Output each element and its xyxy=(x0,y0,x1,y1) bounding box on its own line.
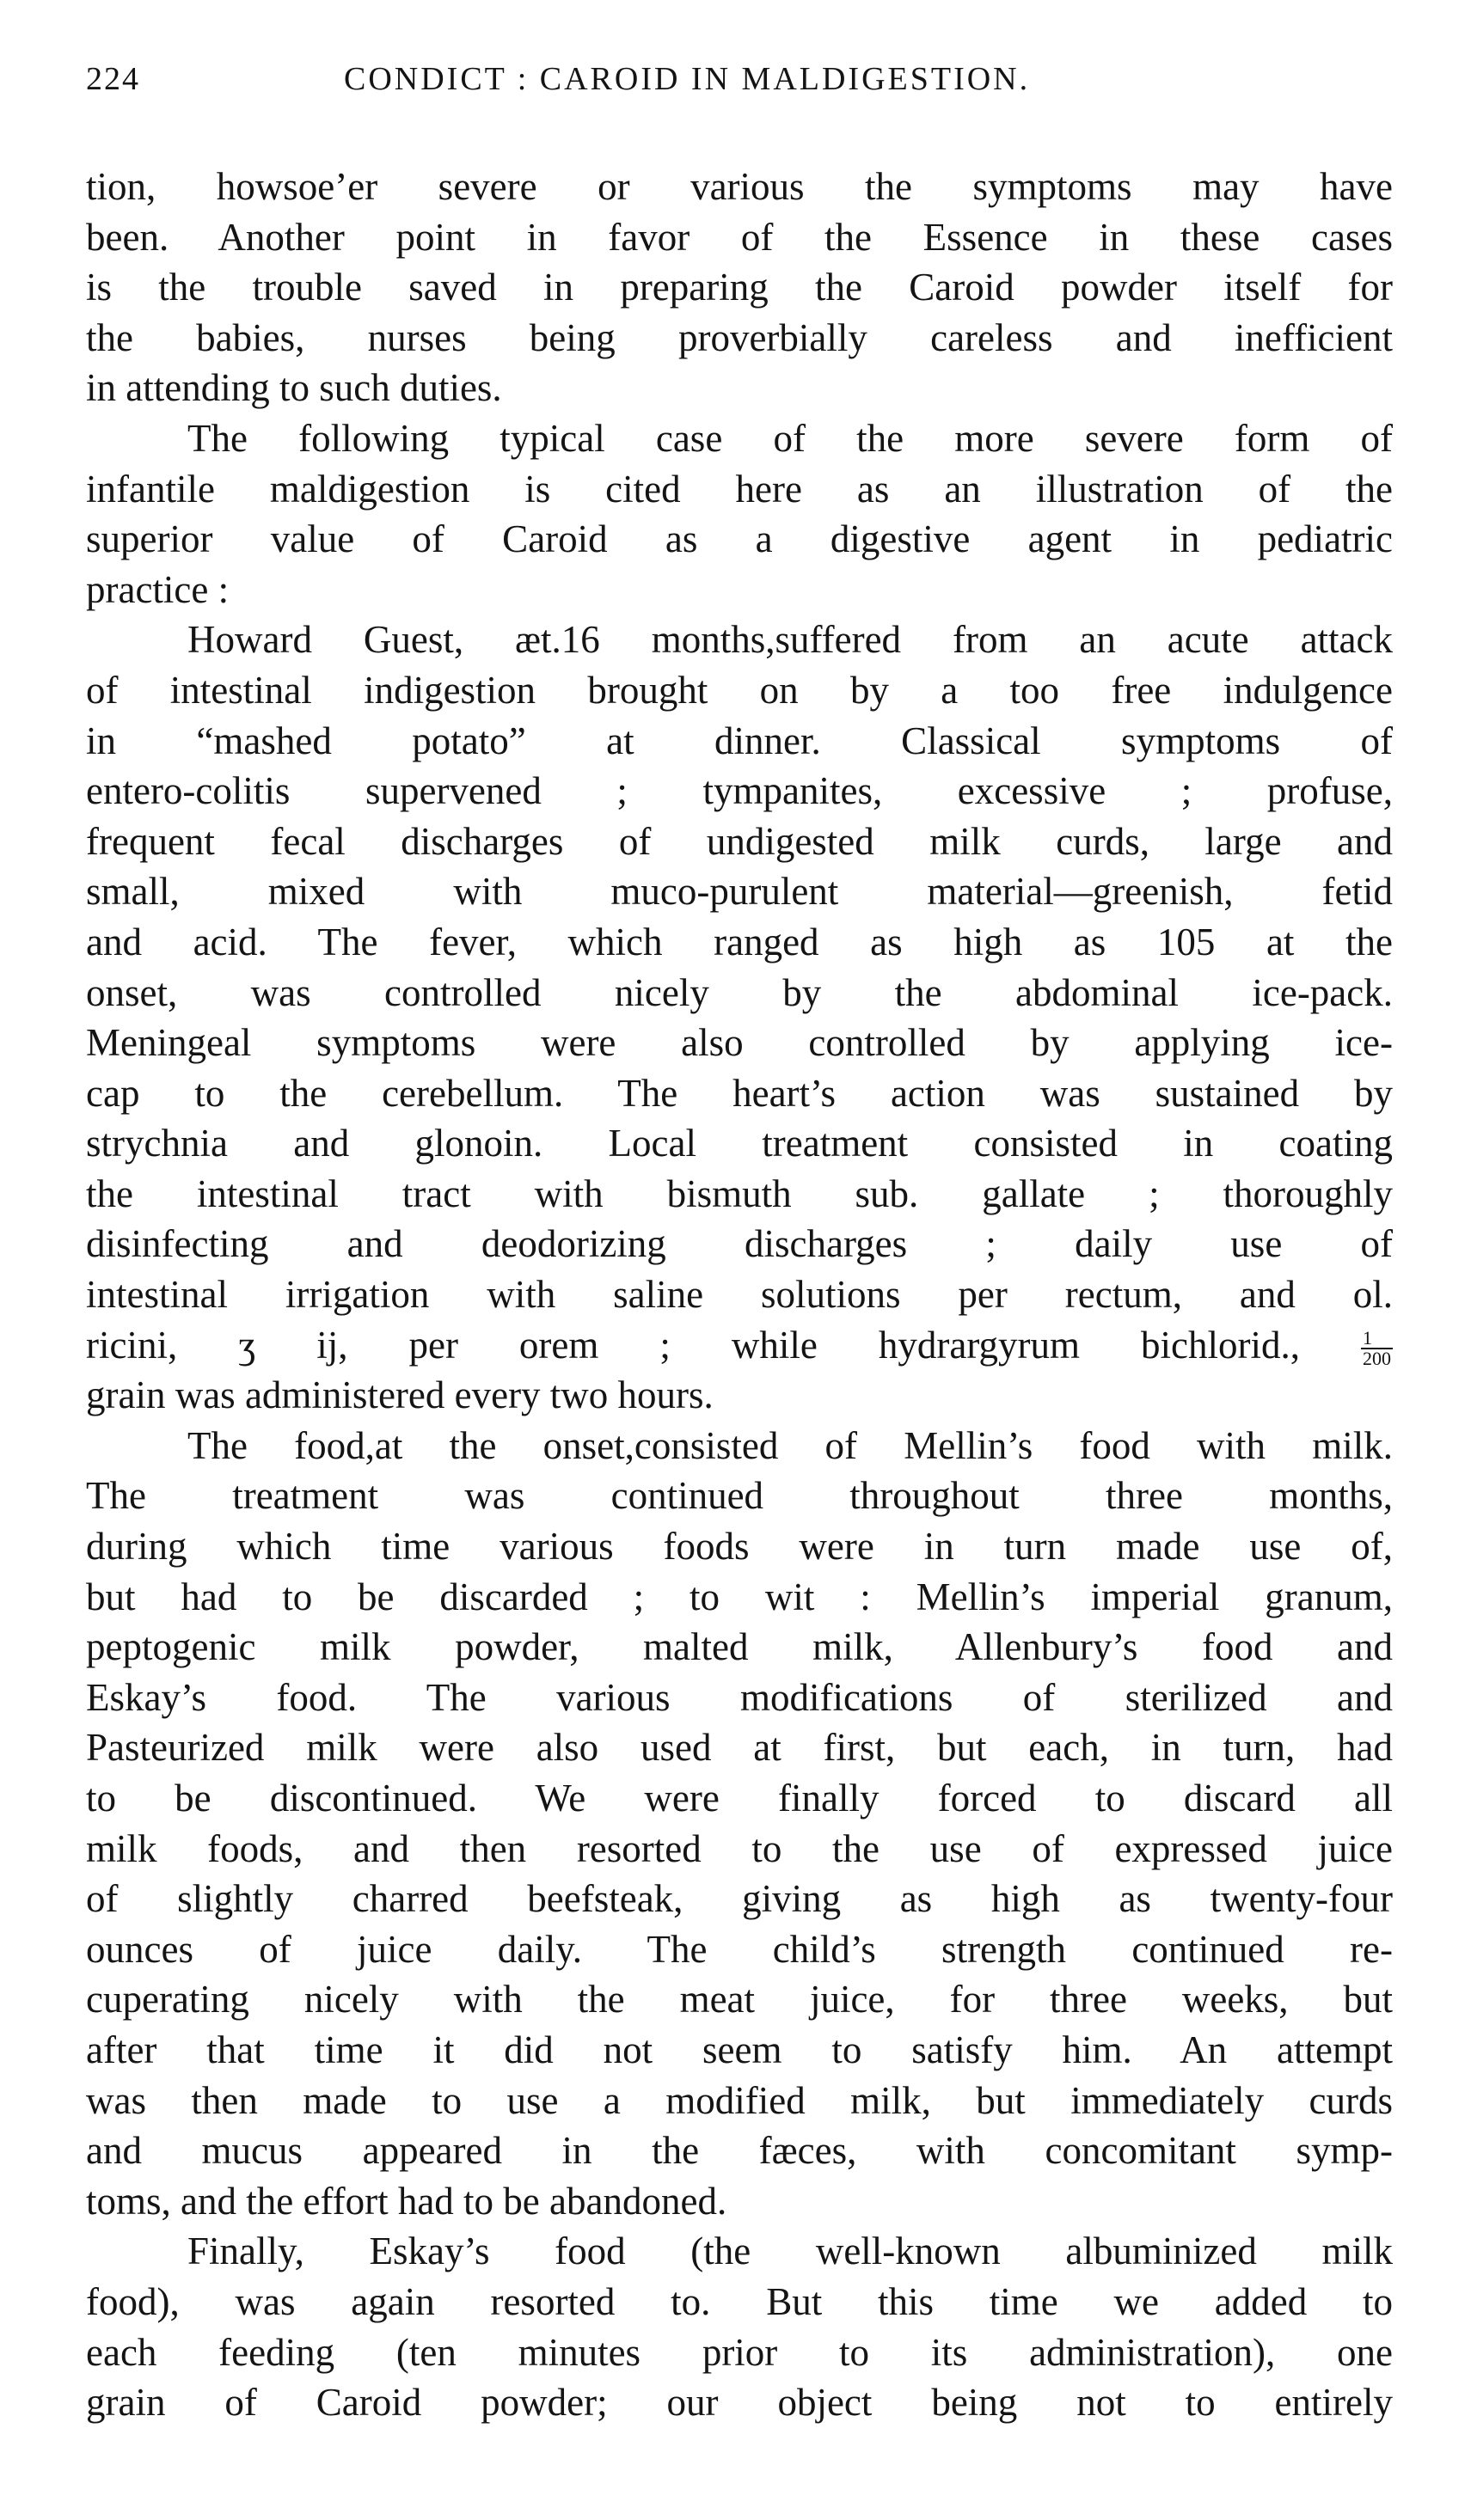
text-line: intestinal irrigation with saline solutions per rectum, and ol. xyxy=(86,1273,1393,1317)
text-line: cap to the cerebellum. The heart’s action was sustained by xyxy=(86,1071,1393,1115)
text-line: grain was administered every two hours. xyxy=(86,1373,714,1417)
text-line: was then made to use a modified milk, but immediately curds xyxy=(86,2078,1393,2122)
text-line: practice : xyxy=(86,567,230,611)
text-line: in “mashed potato” at dinner. Classical symptoms of xyxy=(86,719,1393,762)
text-line: after that time it did not seem to satisfy him. An attempt xyxy=(86,2028,1393,2071)
running-head xyxy=(86,60,1393,112)
text-line: The food,at the onset,consisted of Mellin’s food with milk. xyxy=(187,1423,1393,1467)
text-line: been. Another point in favor of the Essence in these cases xyxy=(86,215,1393,259)
text-line: Howard Guest, æt.16 months,suffered from an acute attack xyxy=(187,618,1393,662)
text-line: small, mixed with muco-purulent material—greenish, fetid xyxy=(86,870,1393,914)
text-line: ounces of juice daily. The child’s strength continued re- xyxy=(86,1927,1393,1971)
text-line: grain of Caroid powder; our object being not to entirely xyxy=(86,2381,1393,2425)
text-line: in attending to such duties. xyxy=(86,366,502,410)
text-line: tion, howsoe’er severe or various the symptoms may have xyxy=(86,165,1393,208)
text-line: of intestinal indigestion brought on by a too free indulgence xyxy=(86,668,1393,712)
text-line: The treatment was continued throughout three months, xyxy=(86,1474,1393,1518)
text-line: to be discontinued. We were finally forced to discard all xyxy=(86,1777,1393,1820)
text-line: toms, and the effort had to be abandoned. xyxy=(86,2179,727,2223)
fraction-denominator: 200 xyxy=(1363,1347,1391,1369)
text-line: Finally, Eskay’s food (the well-known albuminized milk xyxy=(187,2229,1393,2273)
text-line: superior value of Caroid as a digestive agent in pediatric xyxy=(86,517,1393,561)
text-line: the babies, nurses being proverbially careless and inefficient xyxy=(86,315,1393,359)
text-line: milk foods, and then resorted to the use of expressed juice xyxy=(86,1826,1393,1870)
text-line: peptogenic milk powder, malted milk, Allenbury’s food and xyxy=(86,1625,1393,1669)
text-line: food), was again resorted to. But this time we added to xyxy=(86,2279,1393,2323)
text-line: frequent fecal discharges of undigested milk curds, large and xyxy=(86,819,1393,863)
text-line: The following typical case of the more severe form of xyxy=(187,416,1393,460)
text-line: each feeding (ten minutes prior to its administration), one xyxy=(86,2330,1393,2374)
text-line: Pasteurized milk were also used at first, but each, in turn, had xyxy=(86,1726,1393,1770)
text-line-part: ricini, ʒ ij, per orem ; while hydrargyrum bichlorid., xyxy=(86,1323,1300,1367)
running-title: CONDICT : CAROID IN MALDIGESTION. xyxy=(344,61,1031,97)
text-line: strychnia and glonoin. Local treatment consisted in coating xyxy=(86,1122,1393,1165)
text-line: disinfecting and deodorizing discharges ; daily use of xyxy=(86,1222,1393,1266)
text-line: onset, was controlled nicely by the abdominal ice-pack. xyxy=(86,970,1393,1014)
text-line: and acid. The fever, which ranged as high as 105 at the xyxy=(86,920,1393,963)
text-line: is the trouble saved in preparing the Caroid powder itself for xyxy=(86,266,1393,309)
text-line: entero-colitis supervened ; tympanites, excessive ; profuse, xyxy=(86,769,1393,813)
fraction xyxy=(1361,1326,1393,1369)
text-line: and mucus appeared in the fæces, with concomitant symp- xyxy=(86,2129,1393,2173)
text-line: but had to be discarded ; to wit : Mellin’s imperial granum, xyxy=(86,1575,1393,1618)
page-number: 224 xyxy=(86,61,140,97)
text-line: infantile maldigestion is cited here as an illustration of the xyxy=(86,467,1393,511)
text-line-with-fraction xyxy=(86,1320,1393,1371)
fraction-numerator: 1 xyxy=(1361,1329,1393,1349)
body-text xyxy=(86,162,1393,2428)
text-line: Eskay’s food. The various modifications of sterilized and xyxy=(86,1675,1393,1719)
text-line: the intestinal tract with bismuth sub. gallate ; thoroughly xyxy=(86,1171,1393,1215)
text-line: Meningeal symptoms were also controlled by applying ice- xyxy=(86,1021,1393,1065)
text-line: during which time various foods were in turn made use of, xyxy=(86,1525,1393,1569)
text-line: cuperating nicely with the meat juice, for three weeks, but xyxy=(86,1978,1393,2022)
text-line: of slightly charred beefsteak, giving as high as twenty-four xyxy=(86,1877,1393,1921)
